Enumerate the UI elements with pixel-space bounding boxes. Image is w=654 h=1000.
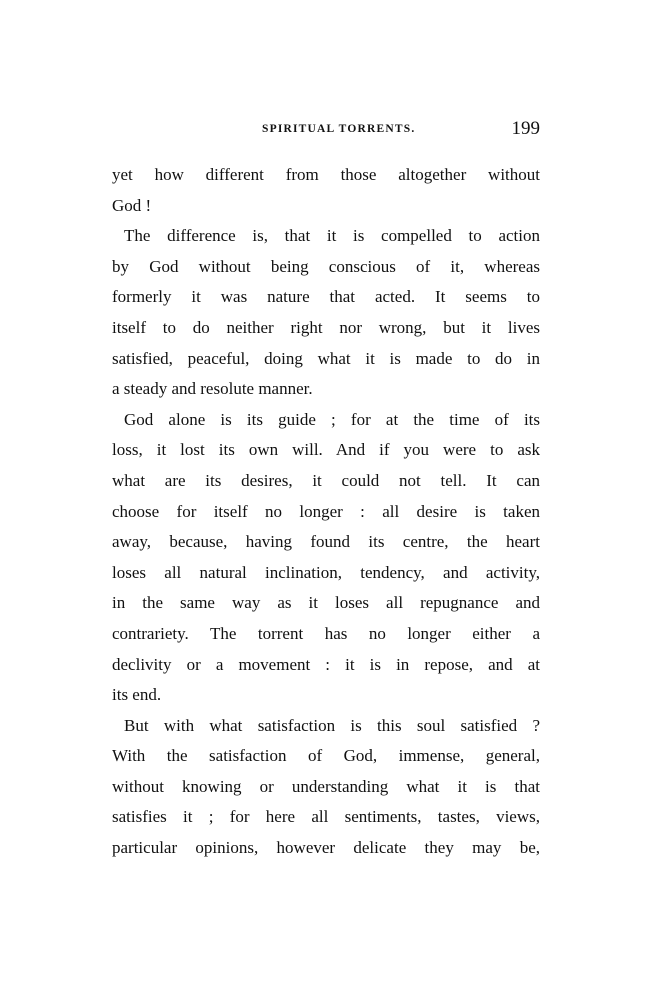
- text-line: itself to do neither right nor wrong, but it lives: [112, 317, 540, 337]
- text-line: away, because, having found its centre, the heart: [112, 532, 540, 552]
- text-line: particular opinions, however delicate they may be,: [112, 838, 540, 858]
- text-line: loss, it lost its own will. And if you were to ask: [112, 440, 540, 460]
- page-number: 199: [511, 118, 540, 139]
- text-line: The difference is, that it is compelled to action: [124, 226, 540, 246]
- text-line: loses all natural inclination, tendency, and activity,: [112, 562, 540, 582]
- text-line: God !: [112, 195, 152, 215]
- text-line: by God without being conscious of it, whereas: [112, 256, 540, 276]
- text-line: With the satisfaction of God, immense, general,: [112, 746, 540, 766]
- paragraph: [112, 160, 540, 221]
- page-header: [112, 120, 540, 142]
- text-line: satisfied, peaceful, doing what it is made to do in: [112, 348, 540, 368]
- text-line: choose for itself no longer : all desire is taken: [112, 501, 540, 521]
- text-line: what are its desires, it could not tell. It can: [112, 470, 540, 490]
- text-line: contrariety. The torrent has no longer either a: [112, 623, 540, 643]
- text-line: its end.: [112, 685, 162, 705]
- page-body: [112, 160, 540, 864]
- text-line: satisfies it ; for here all sentiments, tastes, views,: [112, 807, 540, 827]
- text-line: formerly it was nature that acted. It seems to: [112, 287, 540, 307]
- text-line: without knowing or understanding what it is that: [112, 776, 540, 796]
- paragraph: [112, 711, 540, 864]
- text-line: yet how different from those altogether without: [112, 165, 540, 184]
- text-line: But with what satisfaction is this soul satisfied ?: [124, 715, 540, 735]
- text-line: in the same way as it loses all repugnance and: [112, 593, 540, 613]
- text-line: declivity or a movement : it is in repose, and at: [112, 654, 540, 674]
- paragraph: [112, 405, 540, 711]
- paragraph: [112, 221, 540, 405]
- running-title: SPIRITUAL TORRENTS.: [262, 123, 416, 135]
- text-line: God alone is its guide ; for at the time of its: [124, 409, 540, 429]
- text-line: a steady and resolute manner.: [112, 379, 313, 399]
